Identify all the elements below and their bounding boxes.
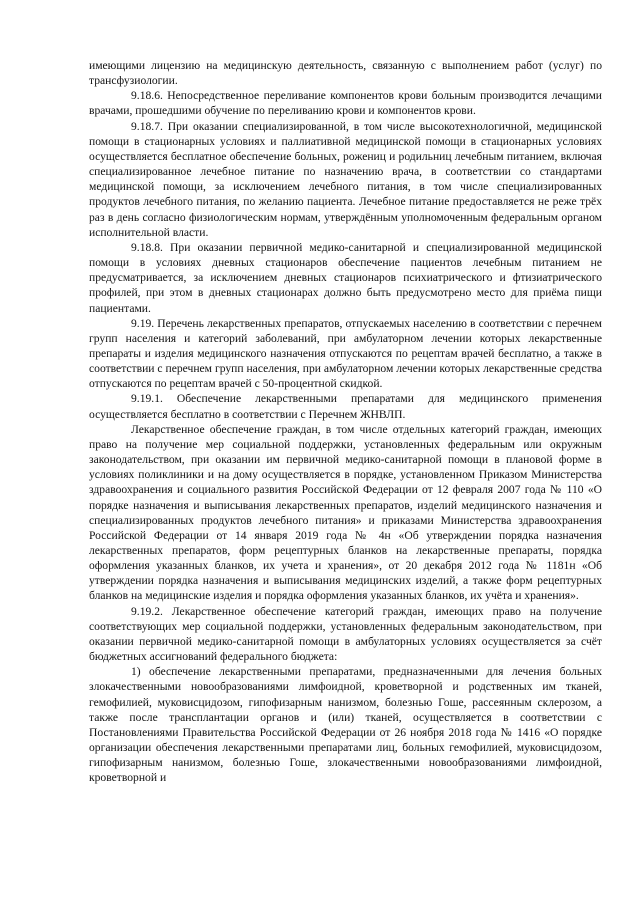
paragraph-9-19-2: 9.19.2. Лекарственное обеспечение категорий граждан, имеющих право на получение соответствующих мер социальной поддержки, установленных федеральным законодательством, при оказании первичной медико-санитарной помощи в амбулаторных условиях осуществляется за счёт бюджетных ассигнований федерального бюджета:: [89, 604, 602, 664]
paragraph-9-18-6: 9.18.6. Непосредственное переливание компонентов крови больным производится лечащими врачами, прошедшими обучение по переливанию крови и компонентов крови.: [89, 89, 602, 118]
paragraph-licensing: имеющими лицензию на медицинскую деятельность, связанную с выполнением работ (услуг) по трансфузиологии.: [89, 59, 602, 88]
paragraph-drug-provision: Лекарственное обеспечение граждан, в том числе отдельных категорий граждан, имеющих право на получение мер социальной поддержки, установленных федеральным или окружным законодательством, при оказании им первичной медико-санитарной помощи в плановой форме в условиях поликлиники и на дому осуществляется в порядке, установленном Приказом Министерства здравоохранения и социального развития Российской Федерации от 12 февраля 2007 года № 110 «О порядке назначения и выписывания лекарственных препаратов, изделий медицинского назначения и специализированных продуктов лечебного питания» и приказами Министерства здравоохранения Российской Федерации от 14 января 2019 года № 4н «Об утверждении порядка назначения лекарственных препаратов, форм рецептурных бланков на лекарственные препараты, порядка оформления указанных бланков, их учета и хранения», от 20 декабря 2012 года № 1181н «Об утверждении порядка назначения и выписывания медицинских изделий, а также форм рецептурных бланков на медицинские изделия и порядка оформления указанных бланков, их учёта и хранения».: [89, 422, 602, 603]
paragraph-9-18-7: 9.18.7. При оказании специализированной, в том числе высокотехнологичной, медицинской помощи в стационарных условиях и паллиативной медицинской помощи в стационарных условиях осуществляется бесплатное обеспечение больных, рожениц и родильниц лечебным питанием, включая специализированное лечебное питание по назначению врача, в соответствии со стандартами медицинской помощи, за исключением лечебного питания, в том числе специализированных продуктов лечебного питания, по желанию пациента. Лечебное питание предоставляется не реже трёх раз в день согласно физиологическим нормам, утверждённым уполномоченным федеральным органом исполнительной власти.: [89, 119, 602, 239]
paragraph-9-18-8: 9.18.8. При оказании первичной медико-санитарной и специализированной медицинской помощи в условиях дневных стационаров обеспечение пациентов лечебным питанием не предусматривается, за исключением дневных стационаров психиатрического и фтизиатрического профилей, при этом в дневных стационарах должно быть предусмотрено место для приёма пищи пациентами.: [89, 240, 602, 315]
paragraph-9-19: 9.19. Перечень лекарственных препаратов, отпускаемых населению в соответствии с перечнем групп населения и категорий заболеваний, при амбулаторном лечении которых лекарственные препараты и изделия медицинского назначения отпускаются по рецептам врачей бесплатно, а также в соответствии с перечнем групп населения, при амбулаторном лечении которых лекарственные средства отпускаются по рецептам врачей с 50-процентной скидкой.: [89, 316, 602, 391]
paragraph-item-1: 1) обеспечение лекарственными препаратами, предназначенными для лечения больных злокачественными новообразованиями лимфоидной, кроветворной и родственных им тканей, гемофилией, муковисцидозом, гипофизарным нанизмом, болезнью Гоше, рассеянным склерозом, а также после трансплантации органов и (или) тканей, осуществляется в соответствии с Постановлениями Правительства Российской Федерации от 26 ноября 2018 года № 1416 «О порядке организации обеспечения лекарственными препаратами лиц, больных гемофилией, муковисцидозом, гипофизарным нанизмом, болезнью Гоше, злокачественными новообразованиями лимфоидной, кроветворной и: [89, 665, 602, 785]
paragraph-9-19-1: 9.19.1. Обеспечение лекарственными препаратами для медицинского применения осуществляется бесплатно в соответствии с Перечнем ЖНВЛП.: [89, 392, 602, 421]
